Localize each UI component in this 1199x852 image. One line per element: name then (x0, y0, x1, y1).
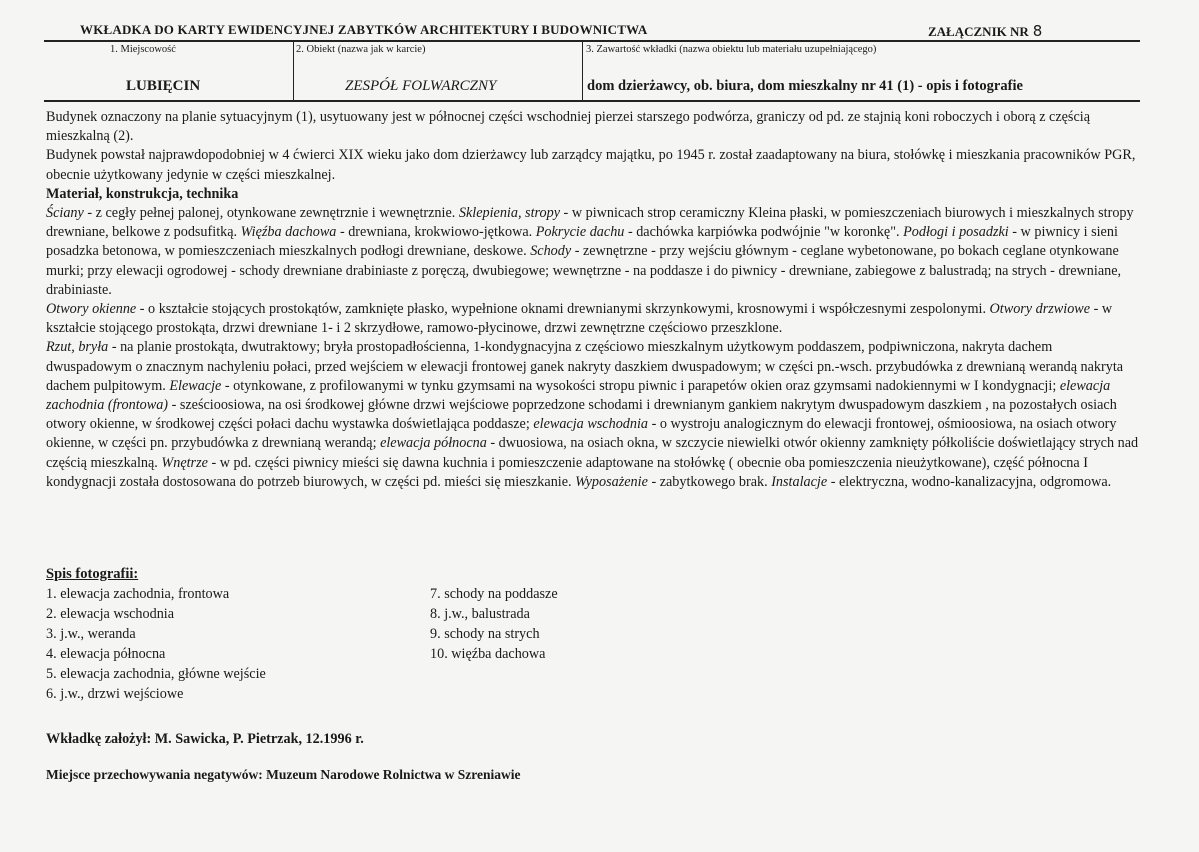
materials-paragraph (46, 204, 1140, 300)
object-label: 2. Obiekt (nazwa jak w karcie) (296, 44, 426, 55)
north-facade-label: elewacja północna (380, 435, 487, 452)
east-facade-label: elewacja wschodnia (533, 416, 649, 433)
roof-text: - dachówka karpiówka podwójnie "w koronkę". (624, 224, 904, 241)
list-item: 5. elewacja zachodnia, główne wejście (46, 666, 266, 682)
facades-label: Elewacje (169, 377, 222, 394)
list-item: 4. elewacja północna (46, 646, 166, 662)
annex-number: 8 (1032, 22, 1043, 40)
walls-label: Ściany (46, 205, 84, 222)
vaults-text: - w piwnicach strop ceramiczny Kleina płaski, w pomieszczeniach biurowych i mieszkalnych stropy drewniane, belkowe z podsufitką. (46, 205, 1134, 241)
installations-text: - elektryczna, wodno-kanalizacyjna, odgromowa. (827, 473, 1112, 490)
installations-label: Instalacje (771, 473, 828, 490)
author-line: Wkładkę założył: M. Sawicka, P. Pietrzak, 12.1996 r. (46, 731, 364, 747)
header-top-rule (44, 40, 1140, 42)
list-item: 1. elewacja zachodnia, frontowa (46, 586, 230, 602)
locality-label: 1. Miejscowość (110, 44, 176, 55)
list-item: 9. schody na strych (430, 626, 540, 642)
vaults-label: Sklepienia, stropy (458, 205, 560, 222)
content-value: dom dzierżawcy, ob. biura, dom mieszkalny nr 41 (1) - opis i fotografie (587, 78, 1023, 94)
facades-text: - otynkowane, z profilowanymi w tynku gzymsami na wysokości stropu piwnic i parapetów okien oraz gzymsami nadokiennymi w I kondygnacji; (221, 377, 1060, 394)
form-paragraph (46, 338, 1140, 492)
floors-label: Podłogi i posadzki (903, 224, 1009, 241)
furnishing-label: Wyposażenie (575, 473, 648, 490)
photo-list-left (46, 584, 266, 704)
photo-list-right (430, 584, 558, 664)
list-item: 7. schody na poddasze (430, 586, 558, 602)
interior-text: - w pd. części piwnicy mieści się dawna kuchnia i pomieszczenie adaptowane na stołówkę ( obecnie oba pomieszczenia nieużytkowane), część północna I kondygnacji została dostosowana do potrzeb biurowych, w części pd. mieści się mieszkanie. (46, 454, 1088, 490)
list-item: 10. więźba dachowa (430, 646, 546, 662)
card-title: WKŁADKA DO KARTY EWIDENCYJNEJ ZABYTKÓW ARCHITEKTURY I BUDOWNICTWA (80, 22, 648, 37)
furnishing-text: - zabytkowego brak. (647, 473, 772, 490)
windows-label: Otwory okienne (46, 301, 137, 318)
photo-list-title: Spis fotografii: (46, 566, 139, 582)
floors-text: - w piwnicy i sieni posadzka betonowa, w pomieszczeniach mieszkalnych podłogi drewniane, deskowe. (46, 224, 1118, 260)
object-value: ZESPÓŁ FOLWARCZNY (345, 78, 497, 94)
negatives-storage-line: Miejsce przechowywania negatywów: Muzeum Narodowe Rolnictwa w Szreniawie (46, 767, 521, 782)
doors-text: - w kształcie stojącego prostokąta, drzwi drewniane 1- i 2 skrzydłowe, ramowo-płycinowe, drzwi zewnętrzne częściowo przeszklone. (46, 301, 1113, 337)
walls-text: - z cegły pełnej palonej, otynkowane zewnętrznie i wewnętrznie. (83, 205, 459, 222)
stairs-text: - zewnętrzne - przy wejściu głównym - ceglane wybetonowane, po bokach ceglane otynkowane murki; przy elewacji ogrodowej - schody drewniane drabiniaste z poręczą, dwubiegowe; wewnętrzne - na poddasze i do piwnicy - drewniane, zabiegowe z balustradą; na strych - drewniane, drabiniaste. (46, 243, 1122, 298)
annex-label (928, 22, 1042, 40)
east-facade-text: - o wystroju analogicznym do elewacji frontowej, ośmioosiowa, na osiach otwory okienne, w części pn. przybudówka z drewnianą werandą; (46, 416, 1117, 452)
content-label: 3. Zawartość wkładki (nazwa obiektu lub materiału uzupełniającego) (586, 44, 877, 55)
roof-label: Pokrycie dachu (535, 224, 625, 241)
column-divider-2 (582, 40, 583, 102)
west-facade-text: - sześcioosiowa, na osi środkowej główne drzwi wejściowe poprzedzone schodami i drewnianym gankiem nakrytym dwuspadowym daszkiem , na pozostałych osiach otwory okienne, w środkowej części połaci dachu wystawka doświetlająca poddasze; (46, 397, 1117, 433)
north-facade-text: - dwuosiowa, na osiach okna, w szczycie niewielki otwór okienny zamknięty półkoliście doświetlający strych nad częścią mieszkalną. (46, 435, 1139, 471)
list-item: 8. j.w., balustrada (430, 606, 530, 622)
column-divider-1 (293, 40, 294, 102)
stairs-label: Schody (530, 243, 572, 260)
list-item: 6. j.w., drzwi wejściowe (46, 686, 184, 702)
location-paragraph: Budynek oznaczony na planie sytuacyjnym (1), usytuowany jest w północnej części wschodniej pierzei starszego podwórza, graniczy od pd. ze stajnią koni roboczych i oborą z częścią mieszkalną (2). (46, 109, 1090, 145)
section-heading: Materiał, konstrukcja, technika (46, 185, 239, 202)
doors-label: Otwory drzwiowe (989, 301, 1091, 318)
header-bottom-rule (44, 100, 1140, 102)
interior-label: Wnętrze (161, 454, 208, 471)
history-paragraph: Budynek powstał najprawdopodobniej w 4 ćwierci XIX wieku jako dom dzierżawcy lub zarządcy majątku, po 1945 r. został zaadaptowany na biura, stołówkę i mieszkania pracowników PGR, obecnie użytkowany jedynie w części mieszkalnej. (46, 147, 1136, 183)
annex-label-text: ZAŁĄCZNIK NR (928, 24, 1029, 39)
truss-label: Więźba dachowa (240, 224, 337, 241)
windows-text: - o kształcie stojących prostokątów, zamknięte płasko, wypełnione oknami drewnianymi skrzynkowymi, krosnowymi i współczesnymi zespolonymi. (136, 301, 990, 318)
truss-text: - drewniana, krokwiowo-jętkowa. (336, 224, 536, 241)
list-item: 3. j.w., weranda (46, 626, 136, 642)
west-facade-label: elewacja zachodnia (frontowa) (46, 377, 1111, 414)
locality-value: LUBIĘCIN (126, 78, 201, 94)
plan-text: - na planie prostokąta, dwutraktowy; bryła prostopadłościenna, 1-kondygnacyjna z częściowo mieszkalnym użytkowym poddaszem, podpiwniczona, nakryta dachem dwuspadowym o znacznym nachyleniu połaci, przed wejściem w elewacji frontowej ganek nakryty daszkiem dwuspadowym; w części pn.-wsch. przybudówka z drewnianą werandą nakryta dachem pulpitowym. (46, 339, 1124, 394)
description-body (46, 108, 1140, 492)
openings-paragraph (46, 300, 1140, 338)
plan-label: Rzut, bryła (46, 339, 109, 356)
list-item: 2. elewacja wschodnia (46, 606, 175, 622)
